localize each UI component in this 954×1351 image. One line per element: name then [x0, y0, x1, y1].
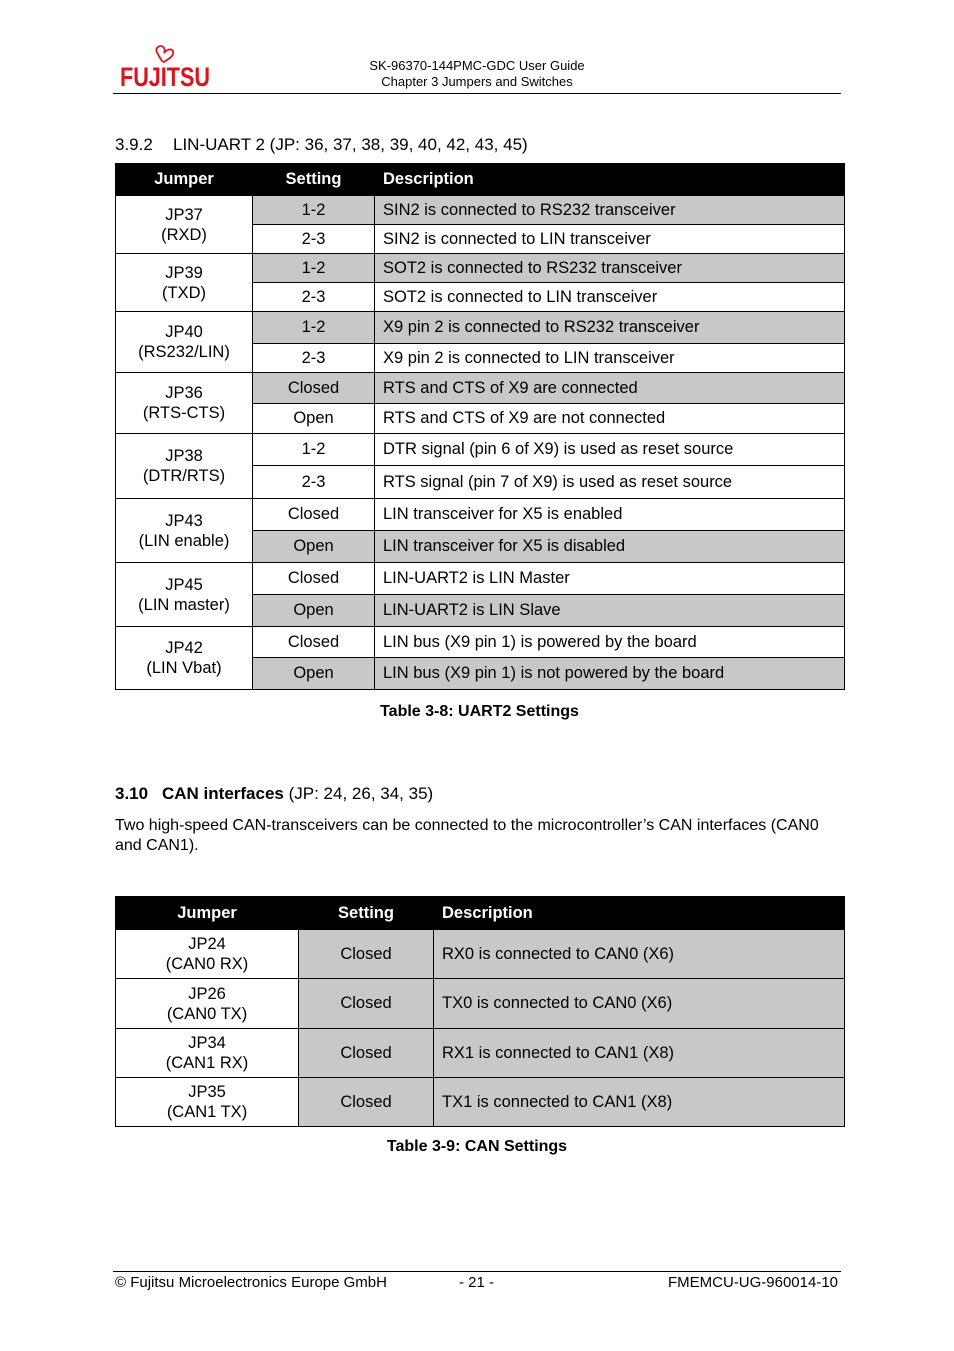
- jumper-cell: JP36 (RTS-CTS): [116, 373, 253, 434]
- setting-cell: Closed: [253, 627, 375, 658]
- footer-page-number: - 21 -: [459, 1274, 495, 1291]
- setting-cell: Closed: [299, 1029, 434, 1078]
- setting-cell: Open: [253, 658, 375, 690]
- setting-cell: 2-3: [253, 283, 375, 312]
- uart2-settings-table: [115, 163, 845, 690]
- table-row: [116, 312, 845, 344]
- can-settings-table: [115, 896, 845, 1127]
- table-row: [116, 434, 845, 466]
- column-header-description: Description: [375, 164, 845, 196]
- description-cell: LIN-UART2 is LIN Master: [375, 563, 845, 595]
- header-chapter: Chapter 3 Jumpers and Switches: [381, 74, 573, 89]
- section-number: 3.9.2: [115, 135, 153, 154]
- table-row: [116, 979, 845, 1029]
- setting-cell: 2-3: [253, 466, 375, 499]
- description-cell: SOT2 is connected to RS232 transceiver: [375, 254, 845, 283]
- setting-cell: 1-2: [253, 434, 375, 466]
- setting-cell: 2-3: [253, 344, 375, 373]
- setting-cell: Closed: [253, 373, 375, 404]
- description-cell: X9 pin 2 is connected to RS232 transceiver: [375, 312, 845, 344]
- header-rule: [113, 93, 841, 94]
- description-cell: LIN-UART2 is LIN Slave: [375, 595, 845, 627]
- jumper-cell: JP26 (CAN0 TX): [116, 979, 299, 1029]
- jumper-cell: JP34 (CAN1 RX): [116, 1029, 299, 1078]
- header-doc-title: SK-96370-144PMC-GDC User Guide: [369, 58, 585, 73]
- fujitsu-logo: [118, 44, 214, 94]
- jumper-cell: JP42 (LIN Vbat): [116, 627, 253, 690]
- table-row: [116, 499, 845, 531]
- table-row: [116, 627, 845, 658]
- jumper-cell: JP45 (LIN master): [116, 563, 253, 627]
- description-cell: LIN bus (X9 pin 1) is not powered by the board: [375, 658, 845, 690]
- description-cell: LIN transceiver for X5 is enabled: [375, 499, 845, 531]
- setting-cell: Open: [253, 531, 375, 563]
- jumper-cell: JP35 (CAN1 TX): [116, 1078, 299, 1127]
- description-cell: RTS and CTS of X9 are not connected: [375, 404, 845, 434]
- description-cell: DTR signal (pin 6 of X9) is used as reset source: [375, 434, 845, 466]
- jumper-cell: JP38 (DTR/RTS): [116, 434, 253, 499]
- description-cell: LIN bus (X9 pin 1) is powered by the board: [375, 627, 845, 658]
- description-cell: SIN2 is connected to RS232 transceiver: [375, 196, 845, 225]
- table-row: [116, 254, 845, 283]
- section-heading-3-9-2: [115, 135, 528, 155]
- footer-doc-id: FMEMCU-UG-960014-10: [667, 1274, 838, 1291]
- table-row: [116, 563, 845, 595]
- description-cell: TX0 is connected to CAN0 (X6): [434, 979, 845, 1029]
- jumper-cell: JP24 (CAN0 RX): [116, 930, 299, 979]
- description-cell: SOT2 is connected to LIN transceiver: [375, 283, 845, 312]
- setting-cell: 1-2: [253, 196, 375, 225]
- description-cell: TX1 is connected to CAN1 (X8): [434, 1078, 845, 1127]
- description-cell: RX1 is connected to CAN1 (X8): [434, 1029, 845, 1078]
- jumper-cell: JP40 (RS232/LIN): [116, 312, 253, 373]
- jumper-cell: JP37 (RXD): [116, 196, 253, 254]
- section-title-rest: (JP: 24, 26, 34, 35): [288, 784, 434, 803]
- table-row: [116, 1029, 845, 1078]
- section-number: 3.10: [115, 784, 149, 803]
- description-cell: X9 pin 2 is connected to LIN transceiver: [375, 344, 845, 373]
- table-row: [116, 930, 845, 979]
- setting-cell: Closed: [253, 563, 375, 595]
- table-row: [116, 196, 845, 225]
- description-cell: RX0 is connected to CAN0 (X6): [434, 930, 845, 979]
- table-caption-can: Table 3-9: CAN Settings: [386, 1138, 568, 1155]
- description-cell: RTS and CTS of X9 are connected: [375, 373, 845, 404]
- section-title-bold: CAN interfaces: [162, 784, 284, 803]
- description-cell: SIN2 is connected to LIN transceiver: [375, 225, 845, 254]
- svg-text:FUJITSU: FUJITSU: [120, 62, 210, 92]
- section-title: LIN-UART 2 (JP: 36, 37, 38, 39, 40, 42, 43, 45): [173, 135, 528, 154]
- setting-cell: 2-3: [253, 225, 375, 254]
- jumper-cell: JP43 (LIN enable): [116, 499, 253, 563]
- footer-copyright: © Fujitsu Microelectronics Europe GmbH: [115, 1274, 387, 1291]
- section-heading-3-10: [115, 784, 433, 804]
- column-header-setting: Setting: [299, 897, 434, 930]
- setting-cell: Open: [253, 404, 375, 434]
- setting-cell: 1-2: [253, 312, 375, 344]
- setting-cell: Open: [253, 595, 375, 627]
- footer-rule: [113, 1271, 841, 1272]
- jumper-cell: JP39 (TXD): [116, 254, 253, 312]
- column-header-description: Description: [434, 897, 845, 930]
- description-cell: RTS signal (pin 7 of X9) is used as reset source: [375, 466, 845, 499]
- setting-cell: Closed: [299, 1078, 434, 1127]
- setting-cell: Closed: [299, 979, 434, 1029]
- column-header-setting: Setting: [253, 164, 375, 196]
- table-caption-uart2: Table 3-8: UART2 Settings: [380, 703, 579, 720]
- can-intro-paragraph: Two high-speed CAN-transceivers can be connected to the microcontroller’s CAN interfaces (CAN0 and CAN1).: [115, 817, 819, 854]
- setting-cell: 1-2: [253, 254, 375, 283]
- column-header-jumper: Jumper: [116, 164, 253, 196]
- setting-cell: Closed: [253, 499, 375, 531]
- setting-cell: Closed: [299, 930, 434, 979]
- table-row: [116, 1078, 845, 1127]
- description-cell: LIN transceiver for X5 is disabled: [375, 531, 845, 563]
- column-header-jumper: Jumper: [116, 897, 299, 930]
- table-row: [116, 373, 845, 404]
